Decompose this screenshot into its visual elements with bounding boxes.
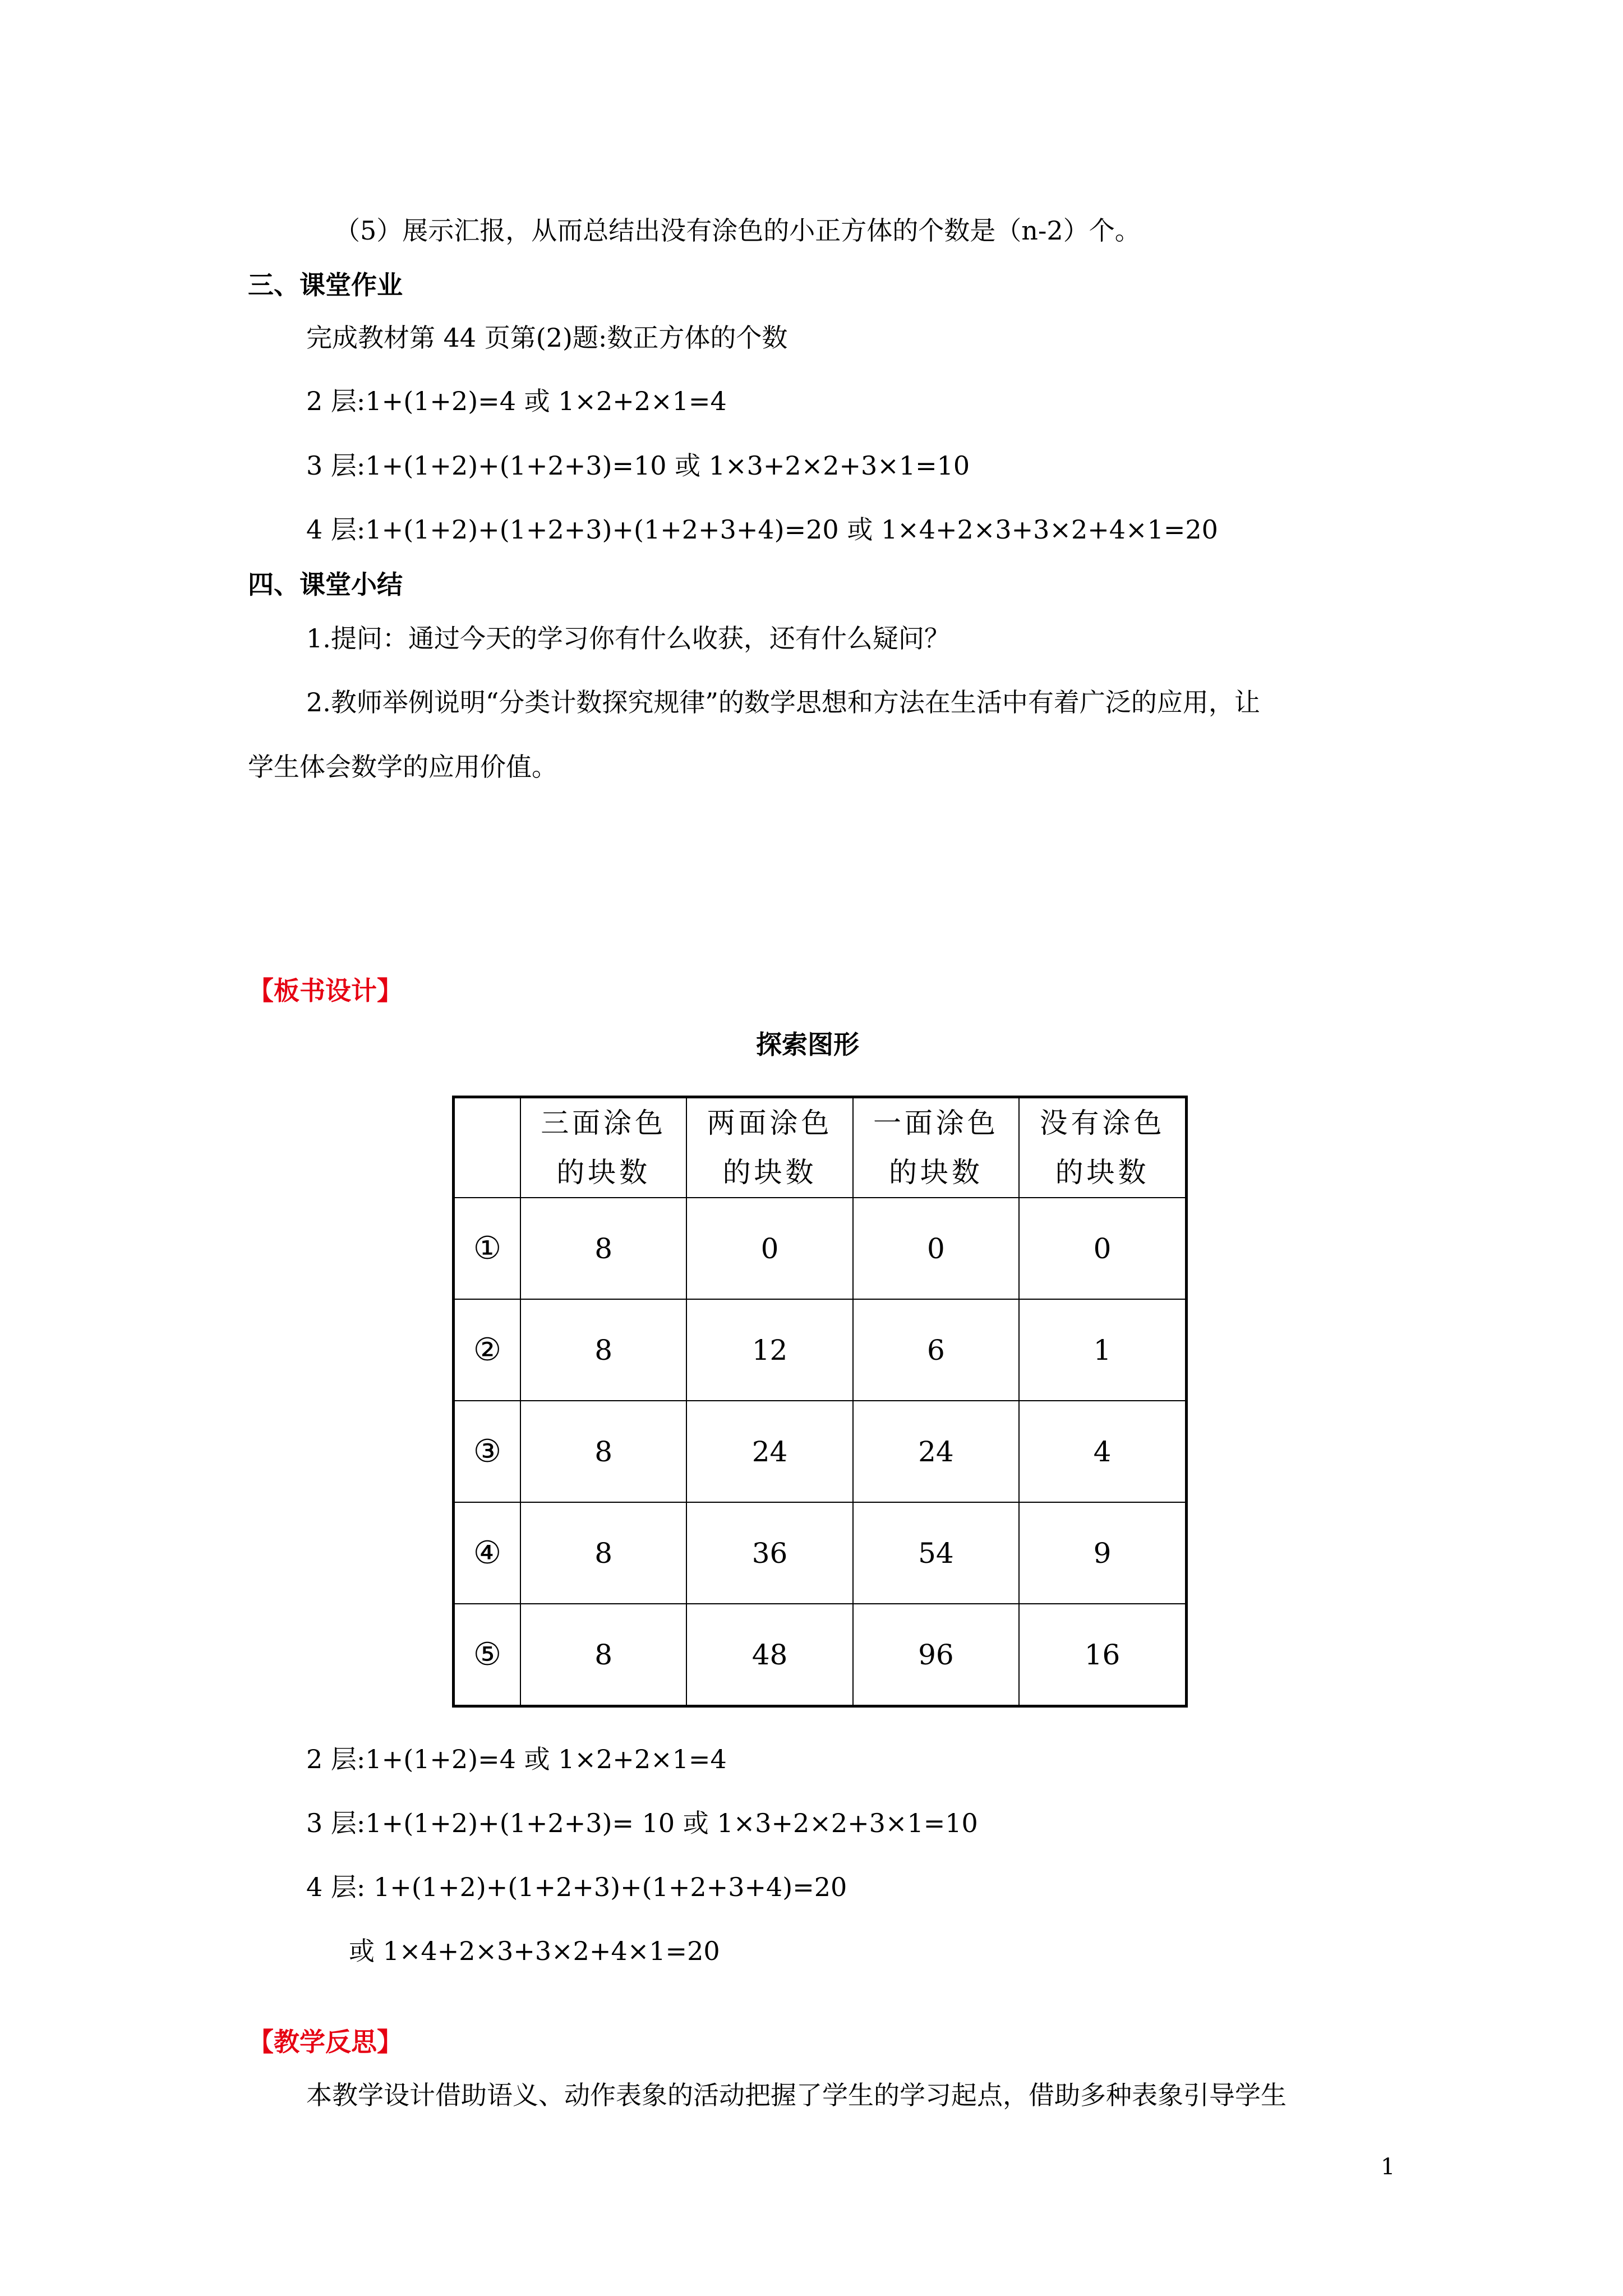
- board-formula-3: 4 层: 1+(1+2)+(1+2+3)+(1+2+3+4)=20: [306, 1872, 847, 1902]
- row-index: ②: [454, 1299, 521, 1401]
- header-line: 的块数: [1055, 1156, 1150, 1189]
- table-cell: 96: [853, 1604, 1019, 1706]
- header-line: 没有涂色: [1039, 1107, 1165, 1139]
- row-index: ③: [454, 1401, 521, 1502]
- table-cell: 0: [853, 1198, 1019, 1299]
- table-cell: 0: [686, 1198, 852, 1299]
- table-cell: 36: [686, 1502, 852, 1604]
- summary-point-2-cont: 学生体会数学的应用价值。: [248, 752, 557, 782]
- table-cell: 24: [853, 1401, 1019, 1502]
- row-index: ⑤: [454, 1604, 521, 1706]
- table-cell: 48: [686, 1604, 852, 1706]
- section-4-heading: 四、课堂小结: [248, 569, 403, 600]
- header-line: 的块数: [888, 1156, 983, 1189]
- table-cell: 6: [853, 1299, 1019, 1401]
- table-cell: 12: [686, 1299, 852, 1401]
- homework-line-3: 4 层:1+(1+2)+(1+2+3)+(1+2+3+4)=20 或 1×4+2×3+3×2+4×1=20: [306, 514, 1218, 545]
- header-line: 的块数: [722, 1156, 817, 1189]
- page-number: 1: [1381, 2154, 1395, 2180]
- item-5-text: （5）展示汇报，从而总结出没有涂色的小正方体的个数是（n-2）个。: [334, 215, 1141, 246]
- homework-line-2: 3 层:1+(1+2)+(1+2+3)=10 或 1×3+2×2+3×1=10: [306, 450, 970, 481]
- table-cell: 8: [520, 1604, 686, 1706]
- table-row: [454, 1299, 1187, 1401]
- board-formula-2: 3 层:1+(1+2)+(1+2+3)= 10 或 1×3+2×2+3×1=10: [306, 1808, 978, 1838]
- row-index: ④: [454, 1502, 521, 1604]
- board-table-header-row: [454, 1097, 1187, 1198]
- board-formula-1: 2 层:1+(1+2)=4 或 1×2+2×1=4: [306, 1744, 727, 1774]
- table-cell: 8: [520, 1502, 686, 1604]
- board-title: 探索图形: [756, 1029, 859, 1060]
- board-table: [452, 1096, 1188, 1708]
- header-line: 的块数: [556, 1156, 651, 1189]
- table-row: [454, 1604, 1187, 1706]
- header-line: 两面涂色: [707, 1107, 833, 1139]
- board-formula-3-alt: 或 1×4+2×3+3×2+4×1=20: [349, 1936, 720, 1966]
- table-cell: 16: [1019, 1604, 1186, 1706]
- table-cell: 4: [1019, 1401, 1186, 1502]
- corner-cell: [454, 1097, 521, 1198]
- header-two-faces: [686, 1097, 852, 1198]
- reflection-text: 本教学设计借助语义、动作表象的活动把握了学生的学习起点，借助多种表象引导学生: [306, 2080, 1287, 2110]
- summary-point-2: 2.教师举例说明“分类计数探究规律”的数学思想和方法在生活中有着广泛的应用，让: [306, 687, 1260, 717]
- summary-point-1: 1.提问：通过今天的学习你有什么收获，还有什么疑问？: [306, 623, 950, 654]
- section-3-heading: 三、课堂作业: [248, 270, 403, 300]
- table-row: [454, 1401, 1187, 1502]
- row-index: ①: [454, 1198, 521, 1299]
- header-no-face: [1019, 1097, 1186, 1198]
- header-three-faces: [520, 1097, 686, 1198]
- homework-line-1: 2 层:1+(1+2)=4 或 1×2+2×1=4: [306, 386, 727, 416]
- table-cell: 9: [1019, 1502, 1186, 1604]
- homework-task: 完成教材第 44 页第(2)题:数正方体的个数: [306, 323, 788, 353]
- table-cell: 8: [520, 1401, 686, 1502]
- reflection-label: 【教学反思】: [248, 2027, 403, 2057]
- header-line: 一面涂色: [873, 1107, 999, 1139]
- table-cell: 54: [853, 1502, 1019, 1604]
- table-row: [454, 1198, 1187, 1299]
- table-cell: 8: [520, 1299, 686, 1401]
- board-design-label: 【板书设计】: [248, 976, 403, 1006]
- table-row: [454, 1502, 1187, 1604]
- table-cell: 1: [1019, 1299, 1186, 1401]
- header-one-face: [853, 1097, 1019, 1198]
- header-line: 三面涂色: [541, 1107, 667, 1139]
- table-cell: 24: [686, 1401, 852, 1502]
- table-cell: 0: [1019, 1198, 1186, 1299]
- table-cell: 8: [520, 1198, 686, 1299]
